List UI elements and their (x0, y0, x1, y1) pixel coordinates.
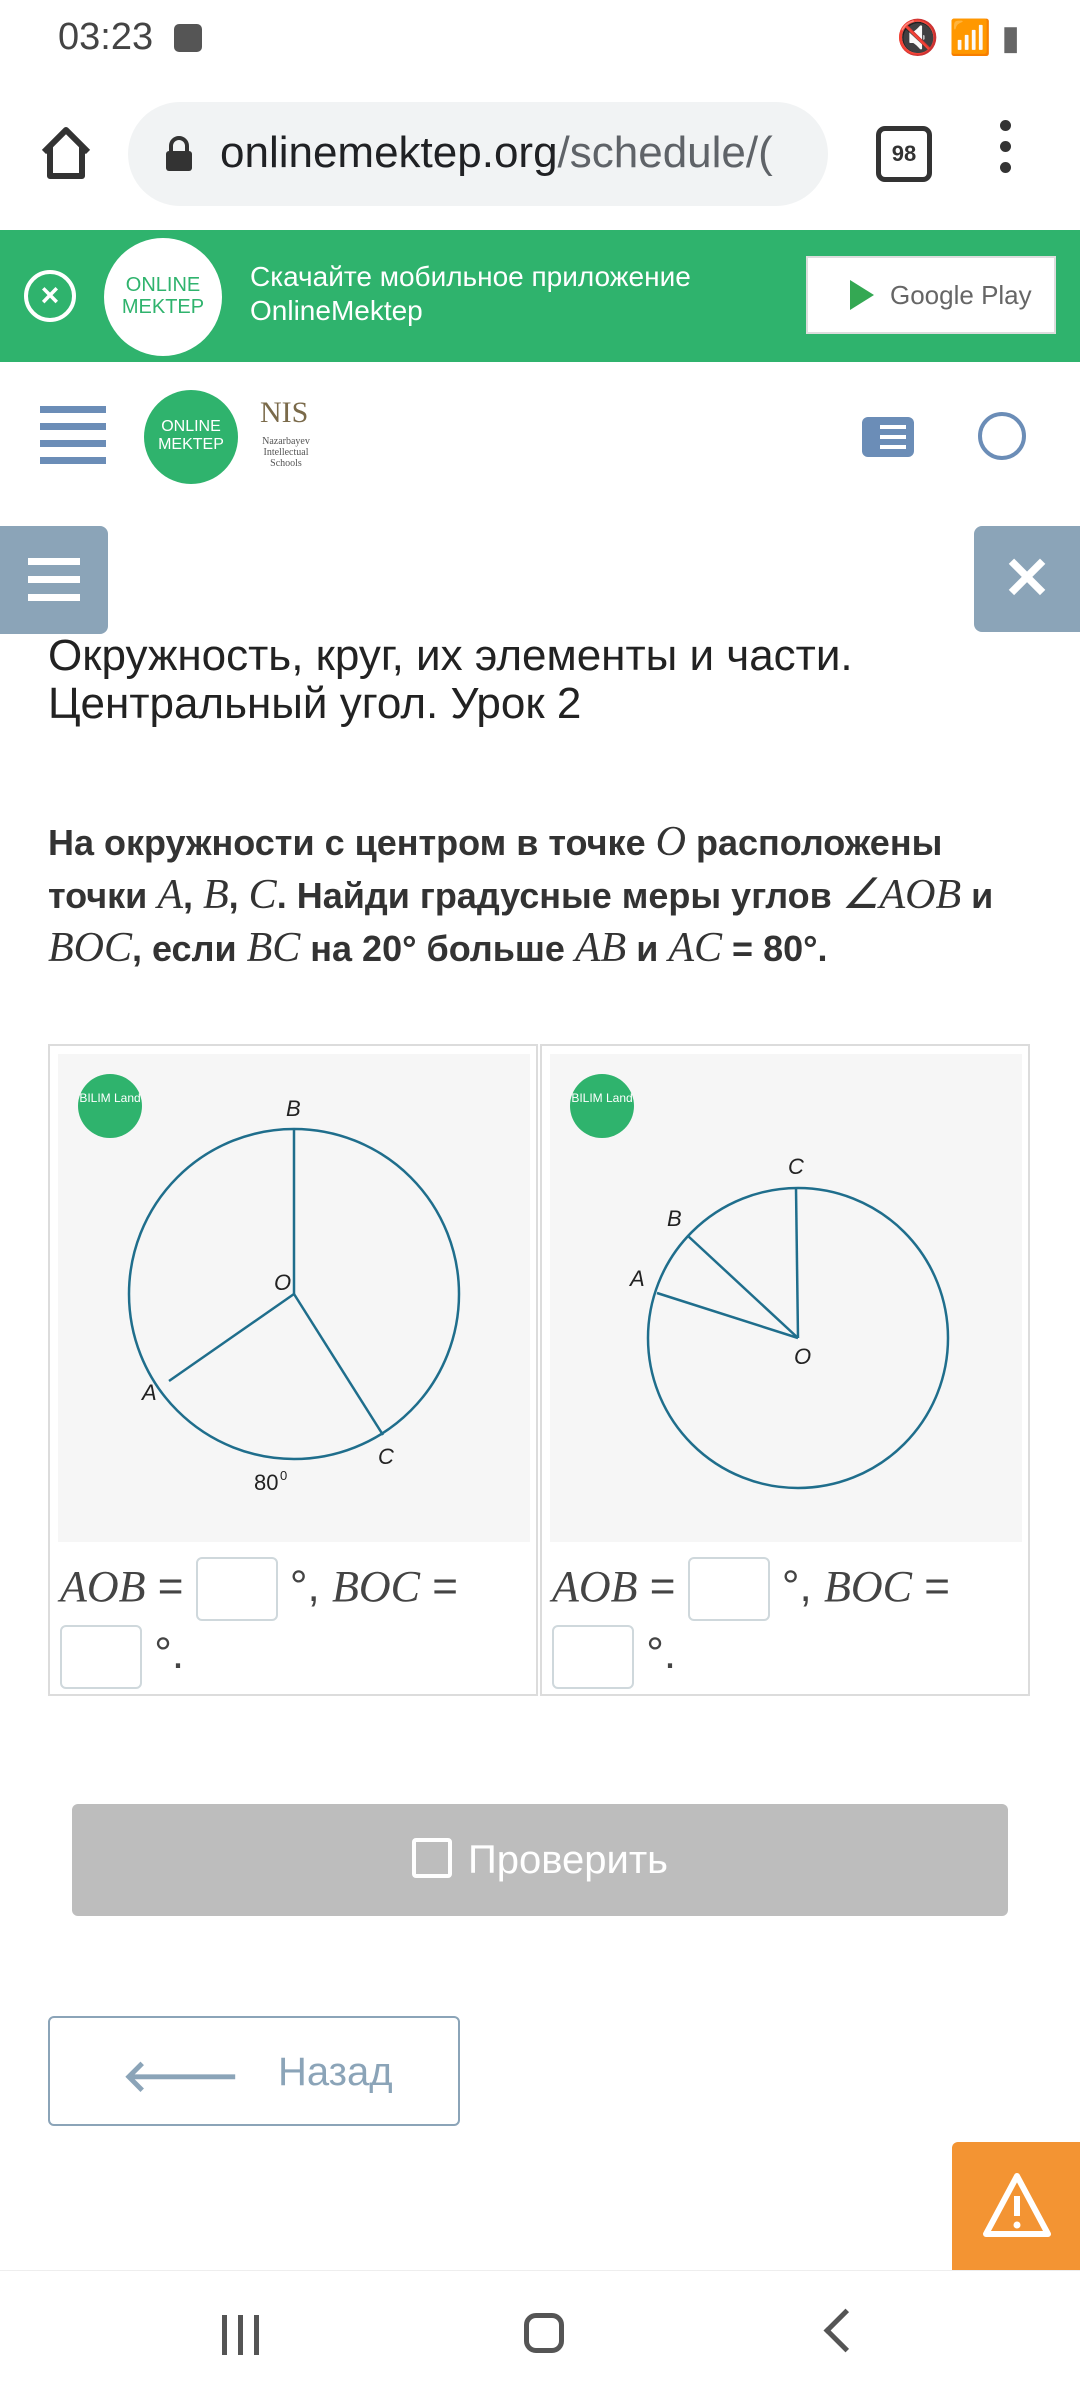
notification-icon (174, 24, 202, 52)
back-nav-icon[interactable] (824, 2309, 868, 2353)
lesson-menu-button[interactable] (0, 526, 108, 634)
google-play-label: Google Play (890, 280, 1032, 310)
site-header (0, 362, 1080, 520)
url-text (220, 128, 810, 178)
task-text-part: На окружности с центром в точке (48, 822, 646, 863)
point-label-b: B (286, 1096, 301, 1121)
onlinemektep-logo: ONLINE MEKTEP (104, 238, 222, 356)
aob-input[interactable] (688, 1557, 770, 1621)
home-nav-icon[interactable] (524, 2313, 564, 2353)
bilimland-badge: BILIM Land (570, 1074, 634, 1138)
arrow-left-icon: 🡐 (122, 2052, 240, 2101)
lesson-title (48, 632, 1008, 728)
nis-logo (246, 396, 326, 476)
arc-ac-degree: 0 (280, 1468, 288, 1483)
task-text-part: на 20° больше (310, 928, 565, 969)
arc-ac-label: 80 (254, 1470, 279, 1495)
status-bar (0, 0, 1080, 80)
url-path: /schedule/( (557, 128, 773, 177)
browser-toolbar (0, 80, 1080, 230)
tab-switcher-button[interactable]: 98 (876, 126, 932, 182)
boc-input[interactable] (552, 1625, 634, 1689)
math-c: C (248, 872, 277, 918)
math-ab: AB (574, 925, 627, 971)
point-label-a: A (630, 1266, 645, 1291)
answer-card-2 (540, 1044, 1030, 1696)
circle-diagram-2 (550, 1054, 1022, 1542)
home-icon[interactable] (36, 122, 96, 182)
task-text-part: расположены точки (48, 822, 943, 916)
report-problem-button[interactable] (952, 2142, 1080, 2272)
boc-input[interactable] (60, 1625, 142, 1689)
answer-row-1: AOB = °, BOC = °. (60, 1554, 530, 1689)
sidebar-toggle-icon[interactable] (40, 406, 106, 466)
android-navigation-bar (0, 2270, 1080, 2401)
point-label-o: O (794, 1344, 812, 1369)
address-bar[interactable] (128, 102, 828, 206)
system-status-icons: 🔇📶▮ (896, 19, 1030, 57)
close-lesson-icon[interactable]: ✕ (974, 526, 1080, 632)
point-label-b: B (667, 1206, 682, 1231)
aob-input[interactable] (196, 1557, 278, 1621)
back-label: Назад (278, 2050, 393, 2094)
nis-title: NIS (260, 396, 309, 429)
browser-menu-icon[interactable] (1000, 120, 1012, 183)
point-label-c: C (378, 1444, 394, 1469)
answer-boc-label: BOC (823, 1562, 912, 1611)
check-answer-button[interactable] (72, 1804, 1008, 1916)
math-ac: AC (668, 925, 723, 971)
math-a: A (157, 872, 183, 918)
circle-diagram-1 (58, 1054, 530, 1542)
warning-icon (982, 2172, 1052, 2238)
check-label: Проверить (467, 1838, 669, 1882)
lesson-title-line-2: Центральный угол. Урок 2 (48, 679, 582, 728)
banner-message (250, 260, 691, 328)
circle-figure-2 (550, 1054, 1022, 1542)
answer-aob-label: AOB (552, 1562, 638, 1611)
math-bc: BC (246, 925, 301, 971)
status-time: 03:23 (58, 16, 154, 58)
task-text-part: = 80°. (732, 928, 828, 969)
schedule-list-icon[interactable] (862, 417, 914, 457)
nis-subtitle: Nazarbayev Intellectual Schools (262, 436, 310, 469)
header-logo[interactable]: ONLINE MEKTEP (144, 390, 238, 484)
math-b: B (203, 872, 229, 918)
google-play-button[interactable] (806, 256, 1056, 334)
circle-figure-1 (58, 1054, 530, 1542)
point-label-c: C (788, 1154, 804, 1179)
language-globe-icon[interactable] (978, 412, 1026, 460)
point-label-o: O (274, 1270, 292, 1295)
answer-aob-label: AOB (60, 1562, 146, 1611)
answer-row-2: AOB = °, BOC = °. (552, 1554, 1022, 1689)
math-angle-aob: ∠AOB (841, 872, 962, 918)
banner-line-1: Скачайте мобильное приложение (250, 261, 691, 292)
recent-apps-icon[interactable] (222, 2315, 262, 2355)
math-boc: BOC (48, 925, 132, 971)
banner-line-2: OnlineMektep (250, 295, 423, 326)
task-text: На окружности с центром в точке O расположены точки A, B, C. Найди градусные меры углов ∠AOB и BOC, если BC на 20° больше AB и AC = 80°. (48, 819, 994, 971)
app-download-banner (0, 230, 1080, 362)
math-o: O (655, 819, 686, 865)
task-text-part: . Найди градусные меры углов (276, 875, 832, 916)
lock-icon (164, 136, 194, 172)
url-domain: onlinemektep.org (220, 128, 558, 177)
back-button[interactable] (48, 2016, 460, 2126)
close-banner-icon[interactable]: × (24, 270, 76, 322)
lesson-title-line-1: Окружность, круг, их элементы и части. (48, 631, 853, 680)
answer-card-1 (48, 1044, 538, 1696)
bilimland-badge: BILIM Land (78, 1074, 142, 1138)
point-label-a: A (142, 1380, 157, 1405)
task-text-part: и (971, 875, 994, 916)
play-store-icon (850, 280, 874, 310)
task-text-part: , если (132, 928, 237, 969)
answer-boc-label: BOC (331, 1562, 420, 1611)
task-text-part: и (636, 928, 659, 969)
checkbox-icon (412, 1838, 452, 1878)
